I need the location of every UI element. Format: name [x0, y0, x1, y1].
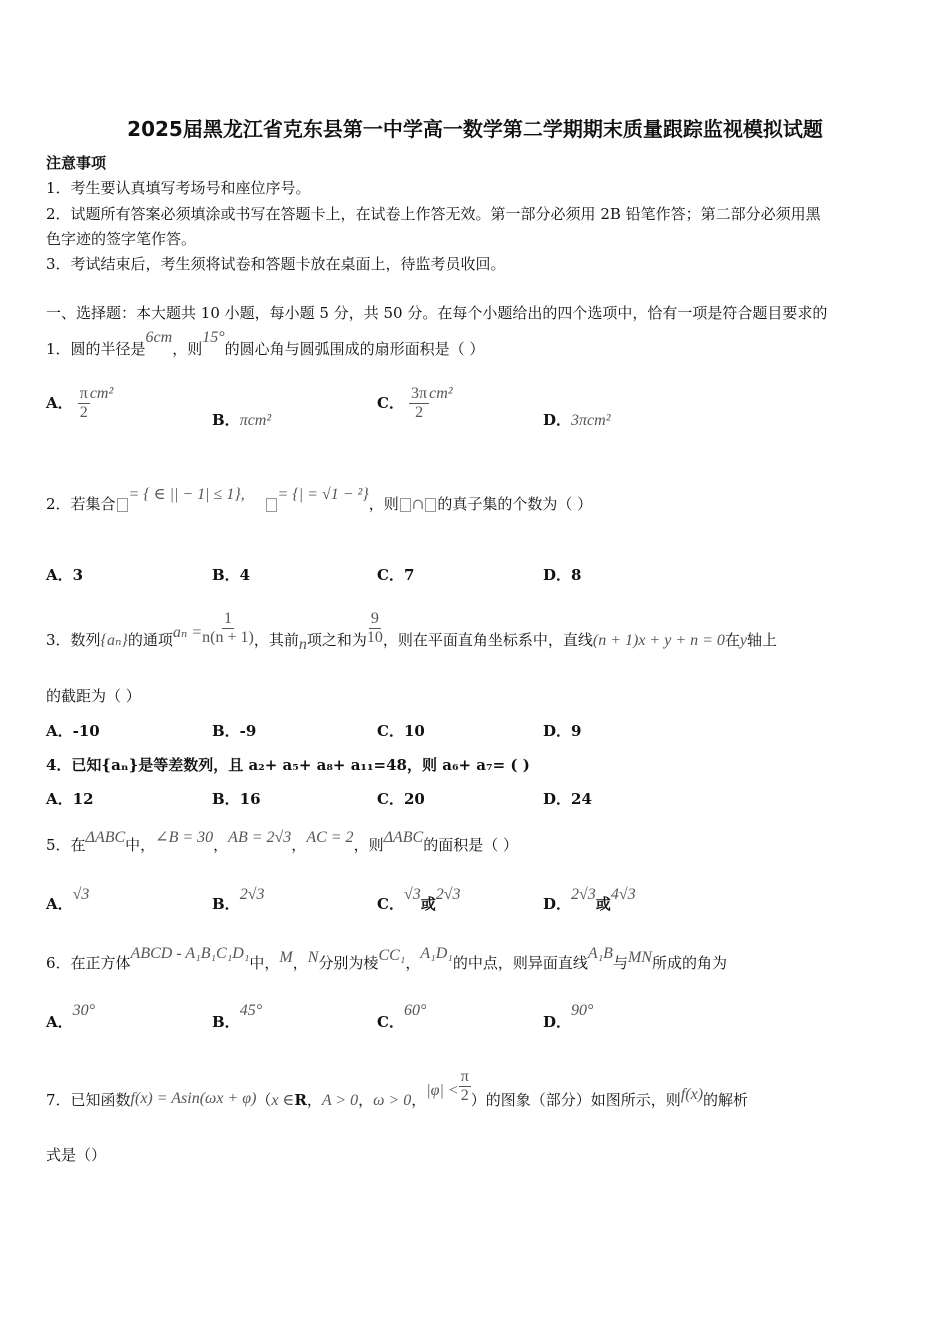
q1-option-b-value: πcm²: [239, 412, 272, 429]
q7-omega-positive: ω > 0: [373, 1091, 412, 1109]
q5-option-d-value-2: 4√3: [610, 886, 636, 903]
q6-option-c-value: 60°: [403, 1002, 427, 1019]
q6-cube: ABCD - A₁B₁C₁D₁: [130, 945, 250, 962]
q4-option-a[interactable]: A．12: [46, 790, 94, 808]
section-heading: 一、选择题：本大题共 10 小题，每小题 5 分，共 50 分。在每个小题给出的四个选项中，恰有一项是符合题目要求的: [46, 304, 828, 322]
q1-option-b-label: B．: [212, 411, 240, 429]
set-a-ref-icon: [400, 498, 411, 512]
q3-text-g: 轴上: [747, 630, 778, 649]
q6-option-a[interactable]: [46, 1002, 96, 1032]
q2-text-b: ，则: [368, 495, 399, 513]
q6-option-b-label: B．: [212, 1013, 240, 1031]
q3-option-a[interactable]: A．-10: [46, 722, 100, 740]
q6-mn: MN: [627, 949, 652, 966]
q1-option-d-label: D．: [543, 411, 572, 429]
q7-text-a: 7．已知函数: [46, 1090, 131, 1109]
q3-option-b[interactable]: B．-9: [212, 722, 257, 740]
q7-fx: f(x): [680, 1085, 704, 1103]
q5-text-b: 中，: [125, 836, 156, 854]
q1-option-d[interactable]: [543, 409, 610, 430]
q6-text-c: ，: [292, 954, 308, 972]
q1-option-a-unit: cm²: [89, 385, 114, 402]
note-item-2: 2．试题所有答案必须填涂或书写在答题卡上，在试卷上作答无效。第一部分必须用 2B 铅笔作答；第二部分必须用黑: [46, 205, 821, 223]
q6-text-a: 6．在正方体: [46, 954, 131, 972]
q5-ab: AB = 2√3: [228, 829, 292, 846]
q6-text-b: 中，: [249, 954, 280, 972]
q6-option-c-label: C．: [377, 1013, 404, 1031]
q1-option-a[interactable]: [46, 385, 113, 422]
q3-text-a: 3．数列: [46, 630, 101, 649]
q3-text-c: ，其前: [253, 630, 299, 649]
q6-text-g: 与: [612, 954, 628, 972]
q3-sequence: {aₙ}: [100, 631, 128, 649]
q7-a-positive: A > 0: [321, 1091, 359, 1109]
q7-text-g: ）的图象（部分）如图所示，则: [470, 1090, 681, 1109]
q4-option-d[interactable]: D．24: [543, 790, 592, 808]
q6-n: N: [307, 949, 319, 966]
q1-option-c[interactable]: [377, 385, 453, 422]
q4-option-c[interactable]: C．20: [377, 790, 425, 808]
q5-angle: ∠B = 30: [155, 829, 214, 846]
q5-option-a-value: √3: [72, 886, 90, 903]
q3-text-b: 的通项: [127, 630, 173, 649]
q5-option-d[interactable]: [543, 886, 636, 914]
q7-text-c: ，: [306, 1090, 322, 1109]
q3-continuation: 的截距为（ ）: [46, 687, 141, 705]
question-6: [46, 945, 727, 973]
page-title: 2025届黑龙江省克东县第一中学高一数学第二学期期末质量跟踪监视模拟试题: [127, 117, 823, 141]
q5-option-d-or: 或: [595, 895, 611, 913]
q6-option-a-label: A．: [46, 1013, 73, 1031]
q2-set-b: = {| = √1 − ²}: [277, 486, 369, 503]
q6-text-h: 所成的角为: [651, 954, 727, 972]
q5-option-a-label: A．: [46, 895, 73, 913]
q3-sum-frac: $\frac{9}{10}$: [366, 610, 383, 646]
question-3: [46, 598, 778, 653]
q3-line: (n + 1)x + y + n = 0: [592, 631, 725, 649]
q6-a1d1: A₁D₁: [420, 945, 453, 962]
q1-text-b: ，则: [172, 340, 203, 358]
q6-cc1: CC₁: [378, 947, 406, 964]
q6-option-c[interactable]: [377, 1002, 427, 1032]
q6-option-a-value: 30°: [72, 1002, 96, 1019]
set-b-placeholder-icon: [266, 498, 277, 512]
q7-text-b: （: [256, 1090, 272, 1109]
q2-cap: ∩: [411, 495, 425, 513]
q2-option-c[interactable]: C．7: [377, 566, 415, 584]
q7-text-d: ，: [358, 1090, 374, 1109]
q6-text-e: ，: [405, 954, 421, 972]
q5-text-f: 的面积是（ ）: [423, 836, 518, 854]
set-a-placeholder-icon: [117, 498, 128, 512]
q7-phi-frac: $\frac{\pi}{2}$: [460, 1068, 469, 1104]
q5-ac: AC = 2: [306, 829, 354, 846]
q3-text-f: 在: [724, 630, 740, 649]
q5-option-b[interactable]: [212, 886, 265, 914]
notes-heading: 注意事项: [46, 154, 107, 172]
q7-text-e: ，: [411, 1090, 427, 1109]
q5-option-b-value: 2√3: [239, 886, 265, 903]
note-item-1: 1．考生要认真填写考场号和座位序号。: [46, 179, 311, 197]
q7-function: f(x) = Asin(ωx + φ): [130, 1089, 257, 1107]
q1-option-b[interactable]: [212, 409, 271, 430]
q1-text-a: 1．圆的半径是: [46, 340, 146, 358]
q6-option-d-value: 90°: [571, 1002, 594, 1019]
q1-option-c-label: C．: [377, 394, 404, 412]
q5-text-a: 5．在: [46, 836, 86, 854]
q7-x-in: x ∈: [271, 1091, 295, 1109]
q6-option-d-label: D．: [543, 1013, 572, 1031]
q7-text-h: 的解析: [703, 1090, 749, 1109]
q3-text-e: ，则在平面直角坐标系中，直线: [382, 630, 593, 649]
q2-set-a: = { ∈ || − 1| ≤ 1},: [128, 486, 245, 503]
q1-text-c: 的圆心角与圆弧围成的扇形面积是（ ）: [224, 340, 485, 358]
q2-option-d[interactable]: D．8: [543, 566, 582, 584]
q5-option-c-value-2: 2√3: [435, 886, 461, 903]
note-item-3: 3．考试结束后，考生须将试卷和答题卡放在桌面上，待监考员收回。: [46, 255, 506, 273]
question-5: [46, 829, 518, 855]
q5-option-d-label: D．: [543, 895, 572, 913]
q3-text-d: 项之和为: [306, 630, 367, 649]
q5-option-d-value-1: 2√3: [571, 886, 596, 903]
q2-option-b[interactable]: B．4: [212, 566, 251, 584]
q3-option-c[interactable]: C．10: [377, 722, 425, 740]
q5-option-c[interactable]: [377, 886, 461, 914]
question-4: 4．已知{aₙ}是等差数列，且 a₂+ a₅+ a₈+ a₁₁=48，则 a₆+ a₇= ( ): [46, 756, 530, 774]
q7-continuation: 式是（）: [46, 1146, 107, 1164]
q5-option-c-label: C．: [377, 895, 404, 913]
q2-text-a: 2．若集合: [46, 495, 116, 513]
q5-text-d: ，: [291, 836, 307, 854]
q1-option-d-value: 3πcm²: [571, 412, 611, 429]
q6-text-d: 分别为棱: [318, 954, 379, 972]
q7-real: R: [294, 1090, 307, 1109]
question-2: [46, 486, 593, 514]
q7-phi: |φ| <: [426, 1081, 459, 1099]
note-item-2-cont: 色字迹的签字笔作答。: [46, 230, 197, 248]
q1-option-a-frac: $\frac{\pi}{2}$: [79, 385, 88, 421]
q1-option-c-frac: $\frac{3\pi}{2}$: [411, 385, 428, 421]
q5-text-c: ，: [213, 836, 229, 854]
q6-option-b-value: 45°: [239, 1002, 263, 1019]
q6-text-f: 的中点，则异面直线: [452, 954, 588, 972]
q6-a1b: A₁B: [587, 945, 613, 962]
q5-option-a[interactable]: [46, 886, 90, 914]
q6-m: M: [279, 949, 293, 966]
question-7: [46, 1060, 749, 1109]
q2-option-a[interactable]: A．3: [46, 566, 84, 584]
q3-y: y: [739, 631, 748, 649]
q5-option-c-or: 或: [420, 895, 436, 913]
q5-triangle-2: ΔABC: [383, 829, 424, 846]
q2-text-c: 的真子集的个数为（ ）: [437, 495, 593, 513]
q3-n: n: [298, 635, 307, 653]
q5-text-e: ，则: [353, 836, 384, 854]
q6-option-b[interactable]: [212, 1002, 263, 1032]
q4-option-b[interactable]: B．16: [212, 790, 261, 808]
q5-option-b-label: B．: [212, 895, 240, 913]
set-b-ref-icon: [425, 498, 436, 512]
q5-triangle: ΔABC: [85, 829, 126, 846]
q3-an: aₙ =: [172, 623, 203, 641]
q3-an-frac: $\frac{1}{n(n + 1)}$: [202, 610, 254, 646]
q1-angle: 15°: [202, 329, 225, 346]
q6-option-d[interactable]: [543, 1002, 594, 1032]
q5-option-c-value-1: √3: [403, 886, 421, 903]
question-1: [46, 329, 485, 359]
q1-option-c-unit: cm²: [429, 385, 453, 402]
q1-radius: 6cm: [145, 329, 173, 346]
q3-option-d[interactable]: D．9: [543, 722, 582, 740]
q1-option-a-label: A．: [46, 394, 73, 412]
